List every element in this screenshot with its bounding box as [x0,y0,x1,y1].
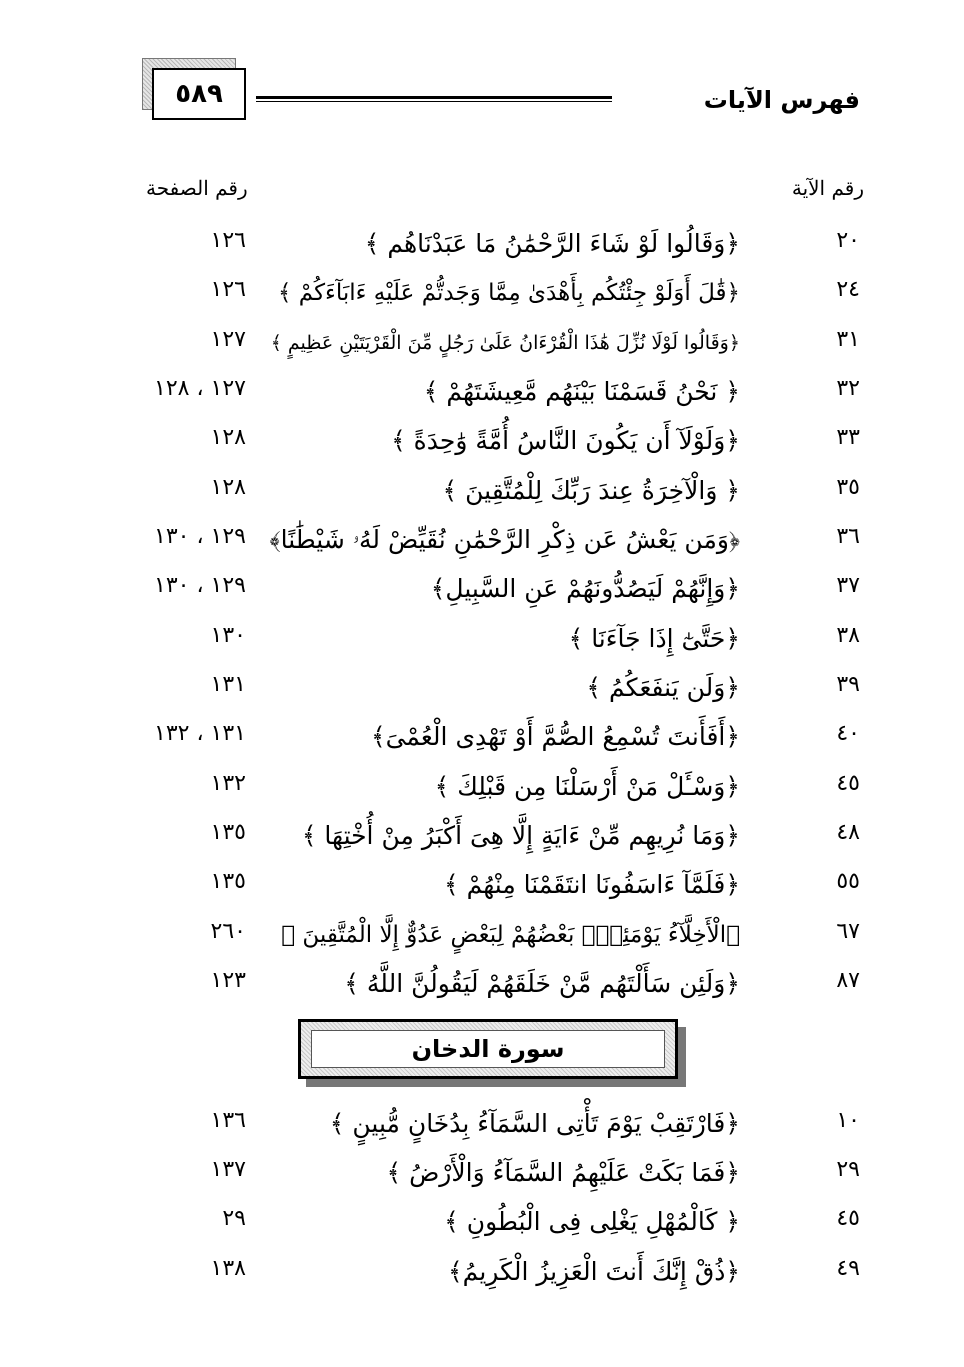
index-row [0,372,964,420]
verse-text: ﴿فَارْتَقِبْ يَوْمَ تَأْتِى السَّمَآءُ بِدُخَانٍ مُّبِينٍ ﴾ [329,1109,740,1138]
verse-number: ٢٩ [836,1157,860,1182]
verse-text: ﴿فَمَا بَكَتْ عَلَيْهِمُ السَّمَآءُ وَالْأَرْضُ ﴾ [386,1158,740,1187]
index-row [0,273,964,321]
verse-text: ﴿ وَالْآخِرَةُ عِندَ رَبِّكَ لِلْمُتَّقِينَ ﴾ [442,476,740,505]
verse-number: ٣٣ [836,425,860,450]
page-reference: ١٣٥ [210,820,246,845]
verse-number: ٣٦ [836,524,860,549]
index-row [0,668,964,716]
page-reference: ١٣٧ [210,1157,246,1182]
verse-text: ﴿ نَحْنُ قَسَمْنَا بَيْنَهُم مَّعِيشَتَهُمْ ﴾ [423,377,740,406]
column-header-verse-number: رقم الآية [791,176,864,200]
page-reference: ١٣٥ [210,869,246,894]
index-row [0,520,964,568]
verse-number: ٥٥ [836,869,860,894]
page-number: ٥٨٩ [152,68,246,120]
index-row [0,224,964,272]
verse-number: ٣٢ [836,376,860,401]
verse-text: ﴿وَمَن يَعْشُ عَن ذِكْرِ الرَّحْمَٰنِ نُقَيِّضْ لَهُۥ شَيْطَٰنًا﴾ [269,525,740,554]
page-reference: ١٢٣ [210,968,246,993]
page-reference: ١٢٨ [210,475,246,500]
index-row [0,471,964,519]
page-reference: ١٣٦ [210,1108,246,1133]
index-row [0,816,964,864]
verse-number: ١٠ [836,1108,860,1133]
verse-text: ﴿وَلَن يَنفَعَكُمُ ﴾ [586,673,740,702]
verse-number: ٦٧ [836,919,860,944]
index-row [0,767,964,815]
verse-text: ﴿الْأَخِلَّآءُ يَوْمَئِذٍۭ بَعْضُهُمْ لِبَعْضٍ عَدُوٌّ إِلَّا الْمُتَّقِينَ ﴾ [281,922,740,948]
index-row [0,1104,964,1152]
verse-number: ٤٨ [836,820,860,845]
surah-banner [298,1019,678,1079]
page-reference: ١٣١ [210,672,246,697]
verse-number: ٢٤ [836,277,860,302]
verse-text: ﴿وَسْـَٔلْ مَنْ أَرْسَلْنَا مِن قَبْلِكَ ﴾ [434,772,740,801]
verse-text: ﴿وَقَالُوا لَوْلَا نُزِّلَ هَٰذَا الْقُرْءَانُ عَلَىٰ رَجُلٍ مِّنَ الْقَرْيَتَيْنِ عَظِيمٍ ﴾ [270,332,740,354]
page-reference: ١٢٧ ، ١٢٨ [154,376,246,401]
verse-number: ٣٧ [836,573,860,598]
page-reference: ١٣٨ [210,1256,246,1281]
index-row [0,1153,964,1201]
index-row [0,1202,964,1250]
verse-text: ﴿قَٰلَ أَوَلَوْ جِئْتُكُم بِأَهْدَىٰ مِمَّا وَجَدتُّمْ عَلَيْهِ ءَابَآءَكُمْ ﴾ [278,280,740,306]
verse-text: ﴿وَلَوْلَآ أَن يَكُونَ النَّاسُ أُمَّةً وَٰحِدَةً ﴾ [391,426,740,455]
verse-text: ﴿وَقَالُوا لَوْ شَاءَ الرَّحْمَٰنُ مَا عَبَدْنَاهُم ﴾ [364,229,740,258]
page-reference: ١٢٩ ، ١٣٠ [154,573,246,598]
index-row [0,717,964,765]
page-reference: ١٢٦ [210,277,246,302]
index-row [0,569,964,617]
verse-number: ٢٠ [836,228,860,253]
verse-text: ﴿وَلَئِن سَأَلْتَهُم مَّنْ خَلَقَهُمْ لَيَقُولُنَّ اللَّهُ ﴾ [344,969,740,998]
page-reference: ٢٩ [222,1206,246,1231]
page-reference: ٢٦٠ [210,919,246,944]
verse-text: ﴿ذُقْ إِنَّكَ أَنتَ الْعَزِيزُ الْكَرِيمُ﴾ [448,1257,740,1286]
index-row [0,1252,964,1300]
verse-text: ﴿حَتَّىٰٓ إِذَا جَآءَنَا ﴾ [568,624,740,653]
verse-number: ٤٥ [836,1206,860,1231]
page-reference: ١٢٨ [210,425,246,450]
verse-text: ﴿وَإِنَّهُمْ لَيَصُدُّونَهُمْ عَنِ السَّبِيلِ﴾ [430,574,740,603]
index-row [0,619,964,667]
surah-title: سورة الدخان [311,1030,665,1068]
index-row [0,865,964,913]
header-rule [256,96,612,102]
verse-number: ٣٨ [836,623,860,648]
page-reference: ١٣٠ [210,623,246,648]
index-row [0,421,964,469]
verse-number: ٣١ [836,327,860,352]
page-reference: ١٣١ ، ١٣٢ [154,721,246,746]
page-title: فهرس الآيات [703,86,860,114]
verse-number: ٣٩ [836,672,860,697]
page-reference: ١٣٢ [210,771,246,796]
verse-number: ٨٧ [836,968,860,993]
verse-text: ﴿فَلَمَّآ ءَاسَفُونَا انتَقَمْنَا مِنْهُمْ ﴾ [444,870,740,899]
verse-number: ٣٥ [836,475,860,500]
index-row [0,964,964,1012]
verse-number: ٤٠ [836,721,860,746]
page-reference: ١٢٧ [210,327,246,352]
verse-number: ٤٥ [836,771,860,796]
index-row [0,323,964,371]
verse-number: ٤٩ [836,1256,860,1281]
index-row [0,915,964,963]
column-header-page-number: رقم الصفحة [146,176,248,200]
verse-text: ﴿أَفَأَنتَ تُسْمِعُ الصُّمَّ أَوْ تَهْدِى الْعُمْىَ﴾ [370,722,740,751]
page-reference: ١٢٦ [210,228,246,253]
verse-text: ﴿ كَالْمُهْلِ يَغْلِى فِى الْبُطُونِ ﴾ [444,1207,740,1236]
verse-text: ﴿وَمَا نُرِيهِم مِّنْ ءَايَةٍ إِلَّا هِىَ أَكْبَرُ مِنْ أُخْتِهَا ﴾ [301,821,740,850]
page-reference: ١٢٩ ، ١٣٠ [154,524,246,549]
